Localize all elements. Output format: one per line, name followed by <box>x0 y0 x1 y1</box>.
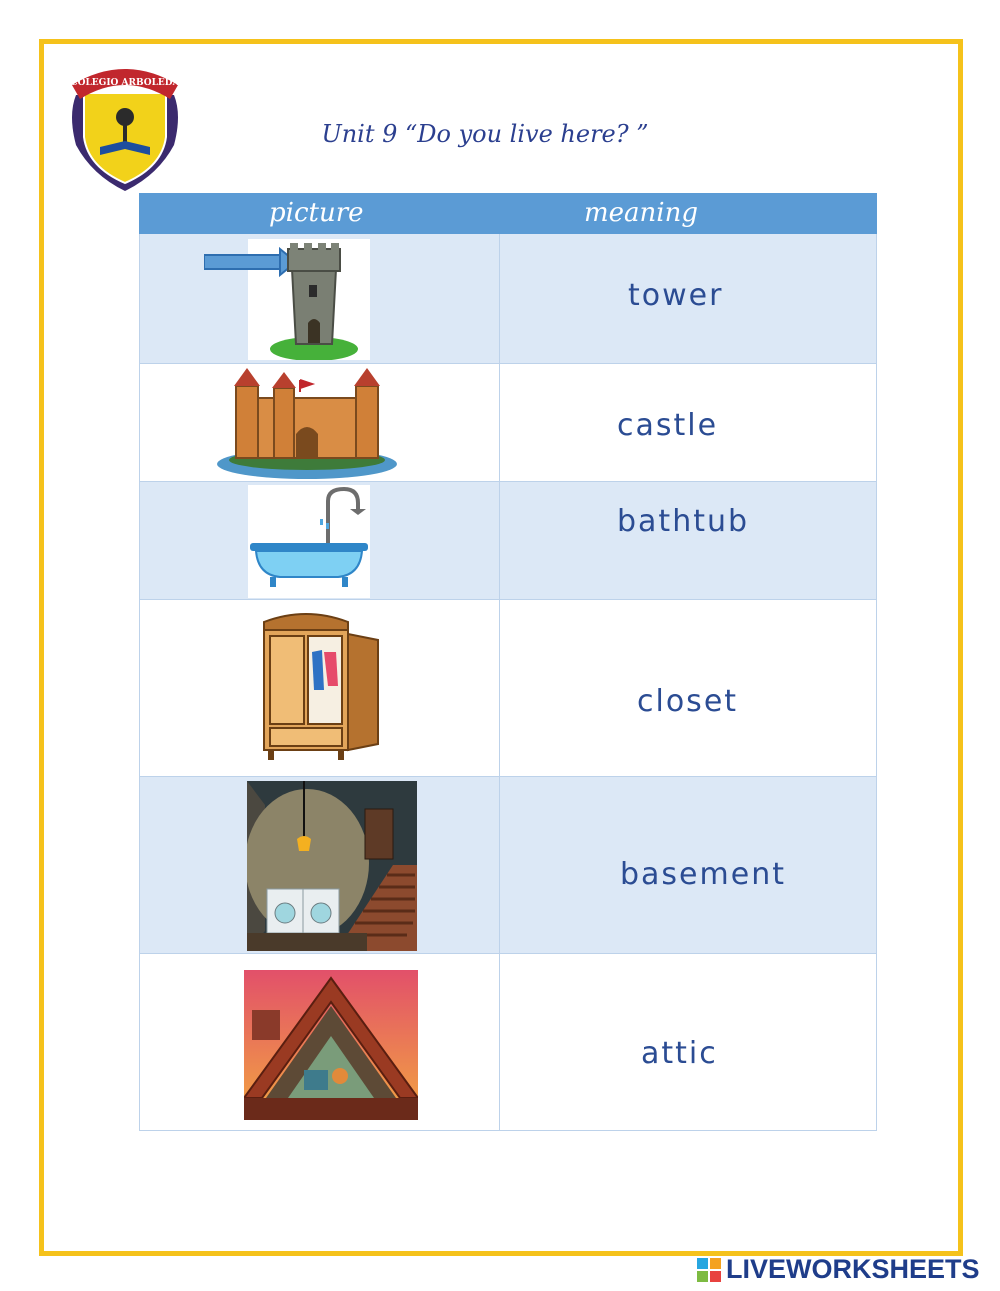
table-row <box>139 482 877 600</box>
table-header <box>139 193 877 234</box>
table-row <box>139 234 877 364</box>
table-row <box>139 364 877 482</box>
meaning-word: basement <box>620 857 786 892</box>
logo-text: COLEGIO ARBOLEDA <box>70 78 180 88</box>
liveworksheets-logo-icon <box>697 1258 721 1282</box>
column-header-picture: picture <box>269 198 364 228</box>
tower-picture <box>204 239 374 360</box>
column-header-meaning: meaning <box>584 198 698 228</box>
liveworksheets-brand[interactable]: LIVEWORKSHEETS <box>726 1254 980 1284</box>
page-title: Unit 9 “Do you live here? ” <box>321 120 649 148</box>
meaning-word: attic <box>641 1036 718 1071</box>
closet-picture <box>262 612 380 768</box>
castle-picture <box>216 364 398 481</box>
bathtub-picture <box>248 485 370 598</box>
table-row <box>139 600 877 777</box>
basement-picture <box>247 781 417 951</box>
meaning-word: bathtub <box>617 504 750 539</box>
attic-picture <box>244 970 418 1120</box>
table-row <box>139 954 877 1131</box>
meaning-word: closet <box>637 684 739 719</box>
table-row <box>139 777 877 954</box>
meaning-word: castle <box>617 408 719 443</box>
meaning-word: tower <box>628 278 724 313</box>
